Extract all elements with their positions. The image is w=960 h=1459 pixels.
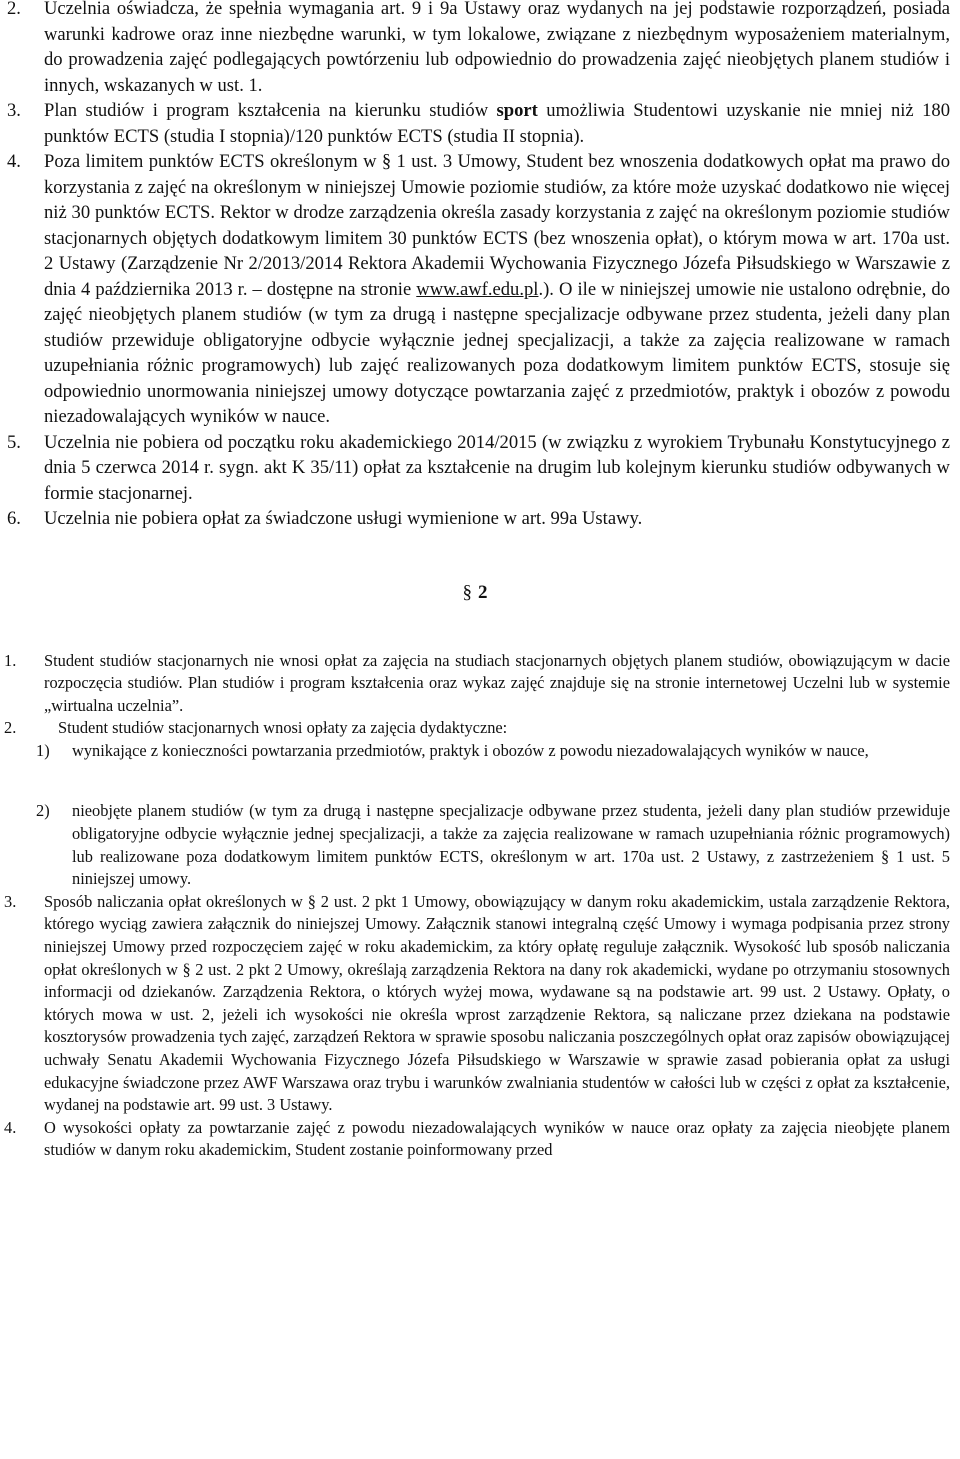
item-number: 2. [4, 718, 17, 738]
item-text-after: umożliwia Studentowi uzyskanie nie mniej niż 180 punktów ECTS (studia I stopnia)/120 punktów ECTS (studia II stopnia). [44, 100, 950, 147]
subitem-text: wynikające z konieczności powtarzania przedmiotów, praktyk i obozów z powodu niezadowalających wyników w nauce, [72, 740, 869, 760]
subitem-2 [0, 800, 950, 890]
item-text: Uczelnia nie pobiera opłat za świadczone usługi wymienione w art. 99a Ustawy. [44, 508, 643, 529]
paragraph-list-section-2 [0, 650, 950, 1162]
item-text: Uczelnia nie pobiera od początku roku akademickiego 2014/2015 (w związku z wyrokiem Trybunału Konstytucyjnego z dnia 5 czerwca 2014 r. sygn. akt K 35/11) opłat za kształcenie na drugim lub kolejnym kierunku studiów odbywanych w formie stacjonarnej. [44, 431, 950, 504]
item-text-before: Poza limitem punktów ECTS określonym w § 1 ust. 3 Umowy, Student bez wnoszenia dodatkowych opłat ma prawo do korzystania z zajęć na określonym w niniejszej Umowie poziomie studiów, za które może uzyskać dodatkowo nie więcej niż 30 punktów ECTS. Rektor w drodze zarządzenia określa zasady korzystania z zajęć na określonym poziomie studiów stacjonarnych objętych dodatkowym limitem 30 punktów ECTS (bez wnoszenia opłat), o którym mowa w art. 170a ust. 2 Ustawy (Zarządzenie Nr 2/2013/2014 Rektora Akademii Wychowania Fizycznego Józefa Piłsudskiego w Warszawie z dnia 4 października 2013 r. – dostępne na stronie [44, 151, 950, 300]
list-item-2 [0, 0, 950, 98]
item-number: 3. [7, 100, 21, 121]
item-text-before: Plan studiów i program kształcenia na kierunku studiów [44, 100, 497, 121]
item-number: 5. [7, 431, 21, 453]
section-item-1 [0, 650, 950, 718]
item-text: O wysokości opłaty za powtarzanie zajęć z powodu niezadowalających wyników w nauce oraz opłaty za zajęcia nieobjęte planem studiów w danym roku akademickim, Student zostanie poinformowany przed [44, 1117, 950, 1160]
section-heading [0, 582, 950, 606]
spacer [0, 762, 950, 800]
item-text [44, 98, 950, 149]
spacer [0, 606, 950, 650]
paragraph-list-top [0, 0, 950, 532]
list-item-6 [0, 506, 950, 532]
item-number: 3. [4, 891, 17, 911]
list-item-3 [0, 98, 950, 149]
list-item-4 [0, 149, 950, 430]
section-item-3 [0, 891, 950, 1117]
list-item-5 [0, 430, 950, 507]
subitem-1 [0, 740, 950, 763]
subitem-number: 1) [36, 740, 50, 760]
item-number: 4. [4, 1117, 17, 1137]
section-item-2 [0, 717, 950, 740]
field-of-study-bold: sport [496, 100, 538, 121]
item-text [44, 149, 950, 430]
item-number: 6. [7, 508, 21, 529]
item-number: 4. [7, 151, 21, 172]
item-text: Student studiów stacjonarnych nie wnosi opłat za zajęcia na studiach stacjonarnych objętych planem studiów, obowiązującym w dacie rozpoczęcia studiów. Plan studiów i program kształcenia oraz wykaz zajęć znajduje się na stronie internetowej Uczelni lub w systemie „wirtualna uczelnia”. [44, 650, 950, 715]
item-text: Uczelnia oświadcza, że spełnia wymagania art. 9 i 9a Ustawy oraz wydanych na jej podstawie rozporządzeń, posiada warunki kadrowe oraz inne niezbędne warunki, w tym lokalowe, związane z niezbędnym wyposażeniem materialnym, do prowadzenia zajęć podlegających powtórzeniu lub odpowiednio do prowadzenia zajęć nieobjętych planem studiów i innych, wskazanych w ust. 1. [44, 0, 950, 96]
item-text-after: .). O ile w niniejszej umowie nie ustalono odrębnie, do zajęć nieobjętych planem studiów (w tym za drugą i następne specjalizacje odbywane przez studenta, jeżeli dany plan studiów przewiduje obligatoryjne odbycie wyłącznie jednej specjalizacji, a także za zajęcia realizowane w ramach uzupełniania różnic programowych) lub zajęć realizowanych poza dodatkowym limitem punktów ECTS, stosuje się odpowiednio unormowania niniejszej umowy dotyczące powtarzania zajęć z przedmiotów, praktyk i obozów z powodu niezadowalających wyników w nauce. [44, 278, 950, 427]
section-symbol: § [462, 581, 472, 603]
item-number: 1. [4, 650, 17, 670]
section-number: 2 [478, 581, 488, 603]
awf-website-link[interactable]: www.awf.edu.pl [416, 278, 539, 300]
subitem-number: 2) [36, 801, 50, 821]
item-number: 2. [7, 0, 21, 19]
item-text: Student studiów stacjonarnych wnosi opłaty za zajęcia dydaktyczne: [58, 718, 508, 738]
section-item-4 [0, 1117, 950, 1162]
subitem-text: nieobjęte planem studiów (w tym za drugą i następne specjalizacje odbywane przez studenta, jeżeli dany plan studiów przewiduje obligatoryjne odbycie wyłącznie jednej specjalizacji, a także za zajęcia realizowane w ramach uzupełniania różnic programowych) lub realizowane poza dodatkowym limitem punktów ECTS, określonym w art. 170a ust. 2 Ustawy, z zastrzeżeniem § 1 ust. 5 niniejszej umowy. [72, 801, 950, 889]
item-text: Sposób naliczania opłat określonych w § 2 ust. 2 pkt 1 Umowy, obowiązujący w danym roku akademickim, ustala zarządzenie Rektora, którego wyciąg zawiera załącznik do niniejszej Umowy. Załącznik stanowi integralną część Umowy i wymaga podpisania przez strony niniejszej Umowy przed rozpoczęciem zajęć w roku akademickim, za który opłatę reguluje załącznik. Wysokość lub sposób naliczania opłat określonych w § 2 ust. 2 pkt 2 Umowy, określają zarządzenia Rektora na dany rok akademicki, wydane po otrzymaniu stosownych informacji od dziekanów. Zarządzenia Rektora, o których wyżej mowa, wydawane są na podstawie art. 99 ust. 2 Ustawy. Opłaty, o których mowa w ust. 2, jeżeli ich wysokości nie określa wprost zarządzenie Rektora, są naliczane przez dziekana na podstawie kosztorysów prowadzenia tych zajęć, zarządzeń Rektora w sprawie sposobu naliczania poszczególnych opłat oraz zapisów obowiązującej uchwały Senatu Akademii Wychowania Fizycznego Józefa Piłsudskiego w Warszawie w sprawie zasad pobierania opłat za usługi edukacyjne świadczone przez AWF Warszawa oraz trybu i warunków zwalniania studentów w całości lub w części z opłat za kształcenie, wydanej na podstawie art. 99 ust. 3 Ustawy. [44, 891, 950, 1115]
